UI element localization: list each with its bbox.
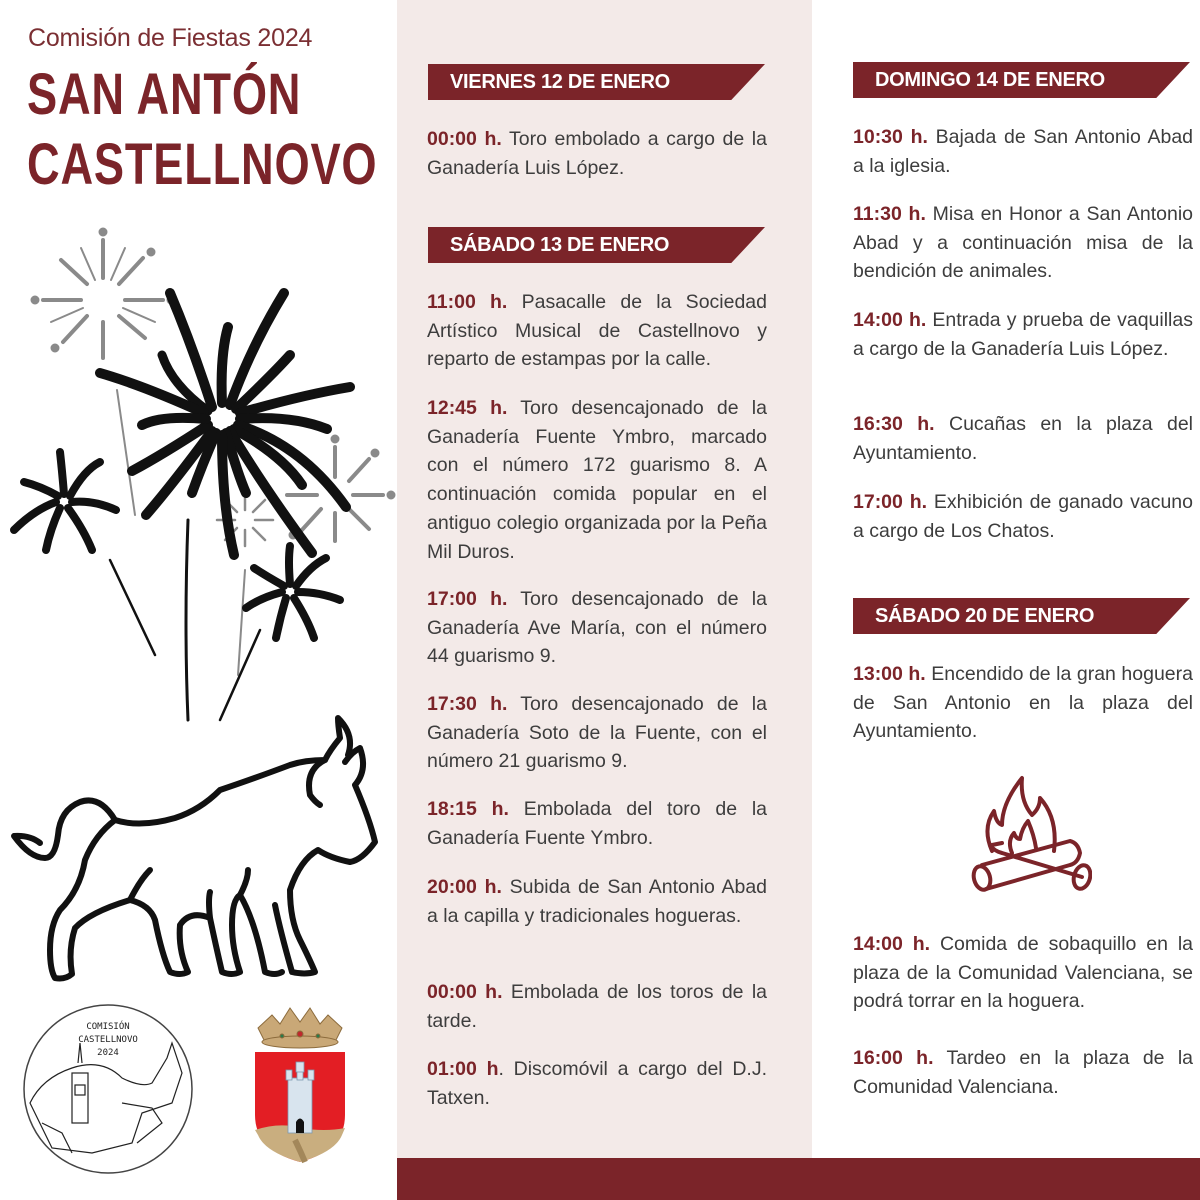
event-item — [427, 978, 767, 1035]
event-text: Exhibición de ganado vacuno a cargo de Los Chatos. — [853, 491, 1194, 542]
day-label: VIERNES 12 DE ENERO — [450, 71, 670, 93]
event-text: Tardeo en la plaza de la Comunidad Valenciana. — [853, 1047, 1193, 1098]
event-text: Encendido de la gran hoguera de San Antonio en la plaza del Ayuntamiento. — [853, 663, 1193, 743]
event-time: 00:00 h. — [427, 128, 502, 150]
event-time: 20:00 h. — [427, 876, 502, 898]
seal-line-1: COMISIÓN — [86, 1022, 130, 1032]
event-time: 18:15 h. — [427, 798, 509, 820]
day-label: DOMINGO 14 DE ENERO — [875, 69, 1105, 91]
event-item — [427, 288, 767, 374]
event-item — [427, 125, 767, 182]
event-time: 10:30 h. — [853, 126, 928, 148]
event-text: Comida de sobaquillo en la plaza de la Comunidad Valenciana, se podrá torrar en la hoguera. — [853, 933, 1193, 1013]
event-item — [853, 488, 1193, 545]
event-time: 14:00 h. — [853, 309, 927, 331]
event-time: 17:00 h. — [853, 491, 928, 513]
event-text: Embolada del toro de la Ganadería Fuente Ymbro. — [427, 798, 767, 849]
event-item — [427, 873, 767, 930]
comision-seal-logo — [22, 1003, 194, 1175]
event-time: 14:00 h. — [853, 933, 931, 955]
bull-icon — [0, 710, 397, 990]
event-text: Embolada de los toros de la tarde. — [427, 981, 768, 1032]
event-time: 11:00 h. — [427, 291, 508, 313]
coat-of-arms-icon — [250, 1000, 350, 1165]
event-time: 00:00 h. — [427, 981, 503, 1003]
event-text: Toro desencajonado de la Ganadería Soto de la Fuente, con el número 21 guarismo 9. — [427, 693, 767, 773]
event-item — [853, 306, 1193, 363]
event-text: Misa en Honor a San Antonio Abad y a continuación misa de la bendición de animales. — [853, 203, 1194, 283]
event-time: 17:00 h. — [427, 588, 508, 610]
event-time: 16:30 h. — [853, 413, 935, 435]
day-label: SÁBADO 20 DE ENERO — [875, 605, 1095, 627]
subtitle: Comisión de Fiestas 2024 — [28, 24, 313, 52]
seal-line-3: 2024 — [97, 1048, 119, 1058]
event-item — [853, 1044, 1193, 1101]
event-item — [427, 394, 767, 566]
event-item — [853, 930, 1193, 1016]
seal-line-2: CASTELLNOVO — [78, 1035, 138, 1045]
event-item — [427, 690, 767, 776]
right-column — [812, 0, 1200, 1158]
event-time: 12:45 h. — [427, 397, 508, 419]
event-item — [853, 660, 1193, 746]
event-time: 11:30 h. — [853, 203, 926, 225]
footer-bar — [397, 1158, 1200, 1200]
event-text: Cucañas en la plaza del Ayuntamiento. — [853, 413, 1193, 464]
campfire-icon — [962, 773, 1092, 903]
event-text: Toro embolado a cargo de la Ganadería Luis López. — [427, 128, 767, 179]
event-time: 16:00 h. — [853, 1047, 934, 1069]
event-text: Toro desencajonado de la Ganadería Ave María, con el número 44 guarismo 9. — [427, 588, 767, 668]
event-item — [427, 585, 767, 671]
day-banner-sabado-20 — [853, 598, 1190, 634]
day-banner-sabado-13 — [428, 227, 765, 263]
event-text: . Discomóvil a cargo del D.J. Tatxen. — [427, 1058, 768, 1109]
page-title — [27, 60, 377, 200]
day-banner-viernes-12 — [428, 64, 765, 100]
event-text: Pasacalle de la Sociedad Artístico Musical de Castellnovo y reparto de estampas por la calle. — [427, 291, 767, 371]
fireworks-icon — [0, 225, 397, 725]
event-item — [853, 200, 1193, 286]
day-banner-domingo-14 — [853, 62, 1190, 98]
title-line-2: CASTELLNOVO — [27, 132, 378, 197]
event-item — [427, 1055, 767, 1112]
middle-column — [397, 0, 812, 1158]
event-time: 13:00 h. — [853, 663, 926, 685]
title-line-1: SAN ANTÓN — [27, 62, 302, 127]
event-item — [853, 123, 1193, 180]
event-item — [853, 410, 1193, 467]
event-text: Toro desencajonado de la Ganadería Fuente Ymbro, marcado con el número 172 guarismo 8. A continuación comida popular en el antiguo colegio organizada por la Peña Mil Duros. — [427, 397, 767, 563]
day-label: SÁBADO 13 DE ENERO — [450, 234, 670, 256]
event-time: 01:00 h — [427, 1058, 499, 1080]
left-column — [0, 0, 397, 1200]
event-text: Bajada de San Antonio Abad a la iglesia. — [853, 126, 1194, 177]
event-text: Subida de San Antonio Abad a la capilla y tradicionales hogueras. — [427, 876, 768, 927]
event-text: Entrada y prueba de vaquillas a cargo de la Ganadería Luis López. — [853, 309, 1193, 360]
event-time: 17:30 h. — [427, 693, 508, 715]
event-item — [427, 795, 767, 852]
